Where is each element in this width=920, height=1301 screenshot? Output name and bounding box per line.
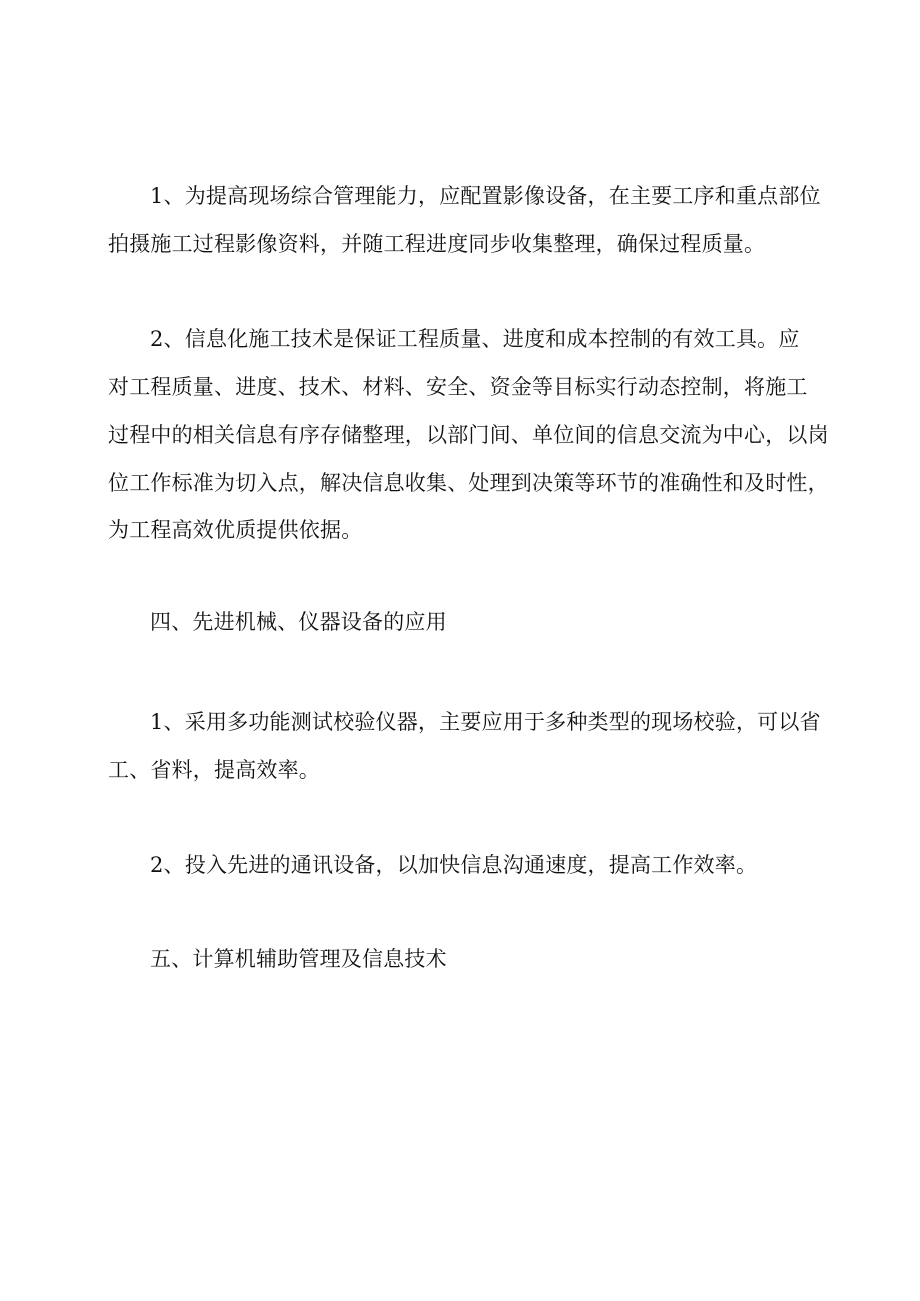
paragraph-line: 位工作标准为切入点，解决信息收集、处理到决策等环节的准确性和及时性，: [108, 471, 829, 495]
section-heading: 五、计算机辅助管理及信息技术: [150, 947, 447, 971]
paragraph-line: 工、省料，提高效率。: [108, 758, 320, 782]
paragraph-line: 对工程质量、进度、技术、材料、安全、资金等目标实行动态控制，将施工: [108, 375, 808, 399]
paragraph-line: 为工程高效优质提供依据。: [108, 518, 363, 542]
section-heading: 四、先进机械、仪器设备的应用: [150, 610, 447, 634]
paragraph-line: 2、投入先进的通讯设备，以加快信息沟通速度，提高工作效率。: [150, 853, 758, 877]
paragraph-line: 1、采用多功能测试校验仪器，主要应用于多种类型的现场校验，可以省: [150, 710, 821, 734]
paragraph-line: 过程中的相关信息有序存储整理，以部门间、单位间的信息交流为中心，以岗: [108, 423, 829, 447]
paragraph-line: 2、信息化施工技术是保证工程质量、进度和成本控制的有效工具。应: [150, 327, 800, 351]
paragraph-line: 1、为提高现场综合管理能力，应配置影像设备，在主要工序和重点部位: [150, 184, 821, 208]
paragraph-line: 拍摄施工过程影像资料，并随工程进度同步收集整理，确保过程质量。: [108, 232, 766, 256]
